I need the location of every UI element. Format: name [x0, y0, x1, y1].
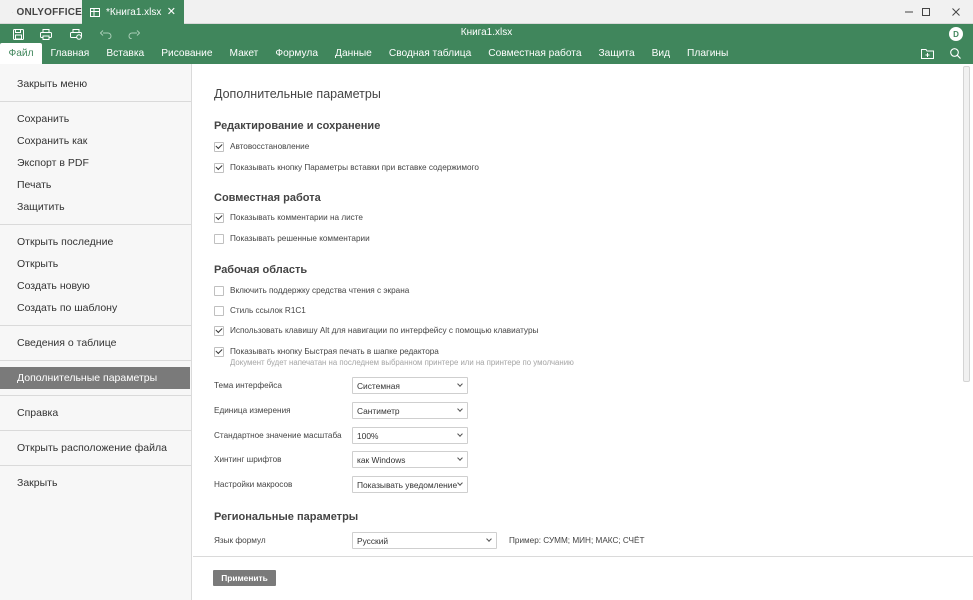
help-item[interactable]: Справка: [17, 407, 59, 419]
zoom-value: 100%: [357, 430, 379, 441]
show-resolved-checkbox[interactable]: [214, 234, 370, 244]
save-item[interactable]: Сохранить: [17, 113, 70, 125]
scrollbar-thumb[interactable]: [963, 66, 970, 382]
section-workspace-heading: Рабочая область: [214, 264, 308, 276]
alt-navigation-label: Использовать клавишу Alt для навигации по интерфейсу с помощью клавиатуры: [230, 326, 539, 335]
open-item[interactable]: Открыть: [17, 258, 59, 270]
advanced-settings-panel: [193, 64, 962, 556]
maximize-icon: [921, 7, 931, 17]
tab-insert[interactable]: Вставка: [106, 48, 145, 59]
create-from-template-item[interactable]: Создать по шаблону: [17, 302, 118, 314]
divider: [0, 465, 191, 466]
checkbox-checked[interactable]: [214, 163, 224, 173]
divider: [0, 224, 191, 225]
r1c1-label: Стиль ссылок R1C1: [230, 306, 306, 315]
autorecover-label: Автовосстановление: [230, 142, 310, 151]
user-avatar[interactable]: D: [949, 27, 963, 41]
onlyoffice-logo[interactable]: [0, 0, 82, 24]
formula-language-label: Язык формул: [214, 536, 266, 545]
search-icon[interactable]: [946, 45, 964, 61]
alt-navigation-checkbox[interactable]: [214, 326, 538, 336]
checkbox-unchecked[interactable]: [214, 306, 224, 316]
zoom-label: Стандартное значение масштаба: [214, 431, 342, 440]
font-hinting-label: Хинтинг шрифтов: [214, 455, 282, 464]
macros-label: Настройки макросов: [214, 480, 293, 489]
document-title: Книга1.xlsx: [460, 27, 513, 38]
chevron-down-icon: [457, 406, 463, 412]
macros-value: Показывать уведомление: [357, 479, 458, 490]
tab-view[interactable]: Вид: [651, 48, 671, 59]
quick-print-hint: Документ будет напечатан на последнем выбранном принтере или на принтере по умолчанию: [230, 358, 574, 367]
main-menu: [0, 43, 737, 64]
screen-reader-checkbox[interactable]: [214, 286, 409, 296]
protect-item[interactable]: Защитить: [17, 201, 65, 213]
zoom-select[interactable]: [352, 427, 468, 444]
quick-print-checkbox[interactable]: [214, 347, 574, 367]
formula-example: Пример: СУММ; МИН; МАКС; СЧЁТ: [509, 536, 645, 545]
export-pdf-item[interactable]: Экспорт в PDF: [17, 157, 89, 169]
open-recent-item[interactable]: Открыть последние: [17, 236, 114, 248]
table-info-item[interactable]: Сведения о таблице: [17, 337, 117, 349]
maximize-button[interactable]: [910, 0, 942, 24]
tab-pivot-table[interactable]: Сводная таблица: [388, 48, 472, 59]
create-new-item[interactable]: Создать новую: [17, 280, 90, 292]
print-item[interactable]: Печать: [17, 179, 52, 191]
divider: [0, 101, 191, 102]
unit-label: Единица измерения: [214, 406, 291, 415]
quick-print-label: Показывать кнопку Быстрая печать в шапке редактора: [230, 347, 439, 356]
tab-formula[interactable]: Формула: [275, 48, 319, 59]
macros-select[interactable]: [352, 476, 468, 493]
close-menu-item[interactable]: Закрыть меню: [17, 78, 88, 90]
editor-header: [0, 24, 973, 64]
file-menu-sidebar: [0, 64, 192, 600]
open-file-location-icon[interactable]: [918, 45, 936, 61]
document-tab-label: *Книга1.xlsx: [106, 6, 162, 18]
unit-value: Сантиметр: [357, 405, 400, 416]
page-title: Дополнительные параметры: [214, 87, 381, 101]
tab-protection[interactable]: Защита: [598, 48, 635, 59]
window-close-icon: [951, 7, 961, 17]
chevron-down-icon: [457, 480, 463, 486]
theme-value: Системная: [357, 380, 400, 391]
checkbox-checked[interactable]: [214, 142, 224, 152]
close-icon[interactable]: ✕: [166, 6, 176, 18]
paste-options-checkbox[interactable]: [214, 163, 479, 173]
window-close-button[interactable]: [940, 0, 972, 24]
divider: [0, 395, 191, 396]
chevron-down-icon: [457, 381, 463, 387]
tab-file[interactable]: Файл: [0, 43, 42, 64]
paste-options-label: Показывать кнопку Параметры вставки при вставке содержимого: [230, 163, 479, 172]
formula-language-value: Русский: [357, 535, 389, 546]
checkbox-unchecked[interactable]: [214, 234, 224, 244]
open-file-location-item[interactable]: Открыть расположение файла: [17, 442, 167, 454]
brand-name: ONLYOFFICE: [16, 6, 82, 18]
apply-button[interactable]: Применить: [213, 570, 276, 586]
section-editing-heading: Редактирование и сохранение: [214, 120, 381, 132]
document-tab[interactable]: [82, 0, 184, 24]
theme-select[interactable]: [352, 377, 468, 394]
screen-reader-label: Включить поддержку средства чтения с экрана: [230, 286, 410, 295]
tab-collaboration[interactable]: Совместная работа: [488, 48, 582, 59]
unit-select[interactable]: [352, 402, 468, 419]
autorecover-checkbox[interactable]: [214, 142, 309, 152]
tab-layout[interactable]: Макет: [229, 48, 259, 59]
divider: [0, 430, 191, 431]
checkbox-unchecked[interactable]: [214, 286, 224, 296]
r1c1-checkbox[interactable]: [214, 306, 306, 316]
checkbox-checked[interactable]: [214, 213, 224, 223]
save-as-item[interactable]: Сохранить как: [17, 135, 88, 147]
tab-home[interactable]: Главная: [50, 48, 90, 59]
section-regional-heading: Региональные параметры: [214, 511, 359, 523]
formula-language-select[interactable]: [352, 532, 497, 549]
checkbox-checked[interactable]: [214, 326, 224, 336]
font-hinting-select[interactable]: [352, 451, 468, 468]
divider: [0, 325, 191, 326]
spreadsheet-icon: [90, 8, 100, 17]
tab-draw[interactable]: Рисование: [161, 48, 213, 59]
advanced-settings-item[interactable]: Дополнительные параметры: [0, 367, 190, 389]
show-resolved-label: Показывать решенные комментарии: [230, 234, 370, 243]
tab-data[interactable]: Данные: [335, 48, 372, 59]
settings-footer: [193, 556, 973, 600]
title-bar: [0, 0, 973, 24]
show-comments-label: Показывать комментарии на листе: [230, 213, 363, 222]
close-item[interactable]: Закрыть: [17, 477, 58, 489]
font-hinting-value: как Windows: [357, 454, 406, 465]
show-comments-checkbox[interactable]: [214, 213, 363, 223]
section-collab-heading: Совместная работа: [214, 192, 321, 204]
chevron-down-icon: [457, 431, 463, 437]
divider: [0, 360, 191, 361]
theme-label: Тема интерфейса: [214, 381, 282, 390]
tab-plugins[interactable]: Плагины: [687, 48, 729, 59]
chevron-down-icon: [486, 536, 492, 542]
chevron-down-icon: [457, 455, 463, 461]
checkbox-checked[interactable]: [214, 347, 224, 357]
